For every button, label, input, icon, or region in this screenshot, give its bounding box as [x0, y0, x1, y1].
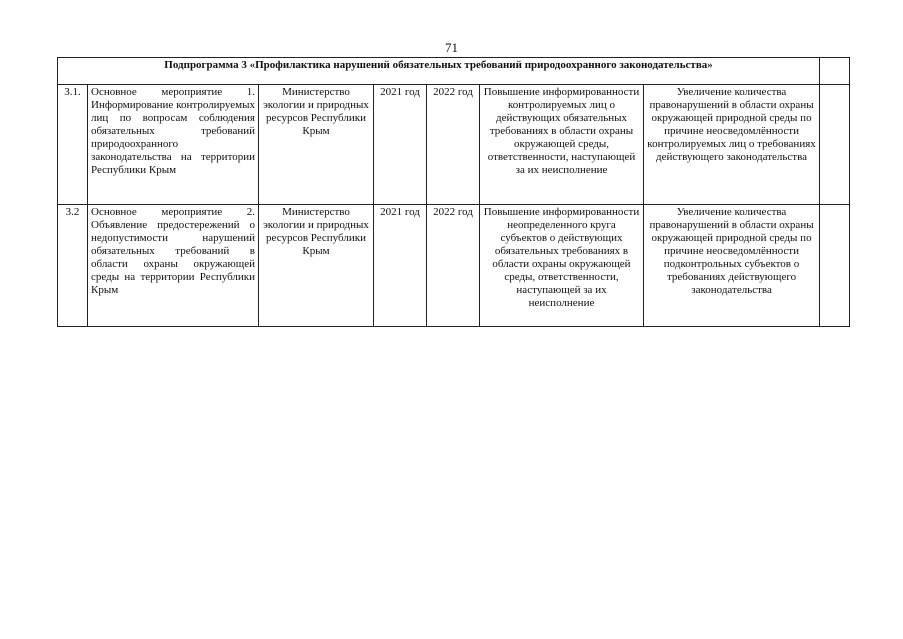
start-year-cell: 2021 год: [374, 85, 427, 205]
row-number: 3.2: [58, 205, 88, 327]
extra-cell: [820, 205, 850, 327]
extra-cell: [820, 85, 850, 205]
table-row: [58, 205, 850, 327]
end-year-cell: 2022 год: [427, 205, 480, 327]
executor-cell: Министерство экологии и природных ресурсов Республики Крым: [259, 85, 374, 205]
row-number: 3.1.: [58, 85, 88, 205]
executor-cell: Министерство экологии и природных ресурсов Республики Крым: [259, 205, 374, 327]
consequence-cell: Увеличение количества правонарушений в области охраны окружающей природной среды по причине неосведомлённости контролируемых лиц о требованиях действующего законодательства: [644, 85, 820, 205]
start-year-cell: 2021 год: [374, 205, 427, 327]
table-row: [58, 85, 850, 205]
consequence-cell: Увеличение количества правонарушений в области охраны окружающей природной среды по причине неосведомлённости подконтрольных субъектов о требованиях действующего законодательства: [644, 205, 820, 327]
end-year-cell: 2022 год: [427, 85, 480, 205]
subprogram-title: Подпрограмма 3 «Профилактика нарушений обязательных требований природоохранного законодательства»: [58, 58, 820, 85]
subprogram-header-row: [58, 58, 850, 85]
measure-cell: Основное мероприятие 1. Информирование контролируемых лиц по вопросам соблюдения обязательных требований природоохранного законодательства на территории Республики Крым: [88, 85, 259, 205]
result-cell: Повышение информированности неопределенного круга субъектов о действующих обязательных требованиях в области охраны окружающей среды, ответственности, наступающей за их неисполнение: [480, 205, 644, 327]
extra-cell: [820, 58, 850, 85]
measures-table: [57, 57, 850, 327]
measure-cell: Основное мероприятие 2. Объявление предостережений о недопустимости нарушений обязательных требований в области охраны окружающей среды на территории Республики Крым: [88, 205, 259, 327]
result-cell: Повышение информированности контролируемых лиц о действующих обязательных требованиях в области охраны окружающей среды, ответственности, наступающей за их неисполнение: [480, 85, 644, 205]
page-number: 71: [445, 40, 458, 55]
